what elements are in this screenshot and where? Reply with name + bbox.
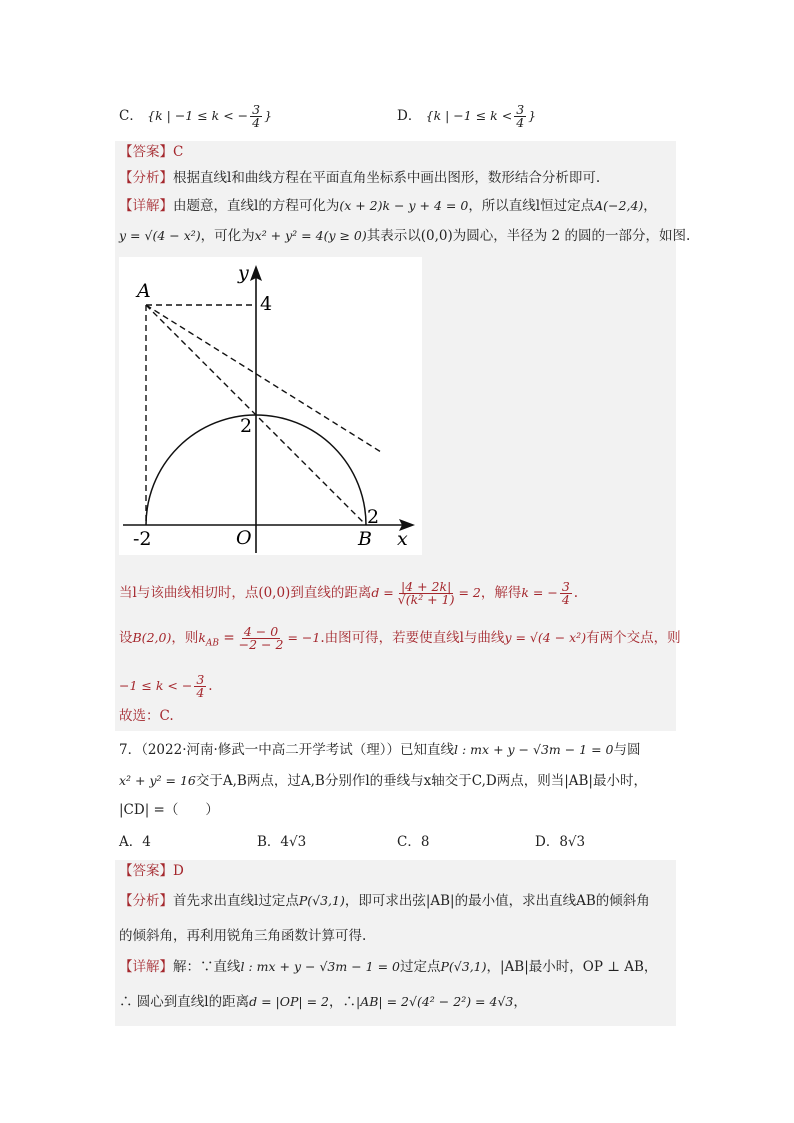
- q7-circle-equation: x² + y² = 16: [119, 773, 196, 788]
- option-c-tail: }: [264, 108, 273, 123]
- q7-option-d: D．8√3: [535, 834, 586, 850]
- q7-option-a: A．4: [119, 834, 151, 850]
- option-c-label: C．: [119, 108, 143, 124]
- detail-q6-line2: [119, 226, 690, 246]
- q7-stem-text: 与圆: [613, 742, 641, 758]
- option-d-frac: [514, 104, 526, 129]
- q7-stem-text: 7．（2022·河南·修武一中高二开学考试（理））已知直线: [119, 742, 455, 758]
- y-axis-label: y: [238, 262, 249, 284]
- frac-numerator: 4 − 0: [243, 624, 279, 639]
- conclusion-q6: 故选：C.: [119, 708, 174, 724]
- option-c: [119, 104, 272, 129]
- option-d-tail: }: [528, 108, 537, 123]
- analysis-q6: [119, 168, 600, 188]
- point-a-label: A: [137, 280, 151, 302]
- frac-numerator: 3: [196, 672, 205, 687]
- distance-equation: d = |OP| = 2: [249, 994, 329, 1009]
- range-fraction: [194, 674, 206, 699]
- detail-text: ，: [643, 198, 657, 214]
- distance-value: = 2: [458, 585, 481, 600]
- y-tick-4: 4: [260, 293, 273, 315]
- frac-numerator: 3: [252, 102, 261, 117]
- analysis-text: ，即可求出弦|AB|的最小值，求出直线AB的倾斜角: [344, 893, 650, 909]
- distance-symbol: d =: [371, 585, 394, 600]
- analysis-tag: 【分析】: [119, 893, 173, 909]
- analysis-tag: 【分析】: [119, 170, 173, 186]
- slope-line: 设B(2,0)，则$k_{AB}$ = $\frac{4 - 0}{-2 - 2}$ = −1.由图可得，若要使直线l与曲线y = √(4 − x²)有两个交点，则: [119, 624, 681, 652]
- distance-fraction: [396, 581, 457, 606]
- tangent-text: 当l与该曲线相切时，点(0,0)到直线的距离: [119, 585, 372, 601]
- q7-stem-line2: [119, 771, 647, 791]
- chord-equation: |AB| = 2√(4² − 2²) = 4√3: [356, 994, 514, 1009]
- detail-text: ，: [513, 994, 527, 1010]
- q7-stem-line1: [119, 740, 641, 760]
- slope-value: = −1: [287, 630, 321, 645]
- k-value: k = −: [521, 585, 558, 600]
- frac-denominator: 4: [561, 592, 570, 607]
- y-tick-2: 2: [240, 415, 253, 437]
- frac-numerator: 3: [516, 102, 525, 117]
- answer-q7: 【答案】D: [119, 863, 184, 879]
- answer-q6: 【答案】C: [119, 144, 184, 160]
- slope-text: 有两个交点，则: [586, 630, 681, 646]
- fixed-point: P(√3,1): [298, 893, 345, 908]
- option-c-math: {k | −1 ≤ k < −: [147, 108, 249, 123]
- option-d-label: D．: [397, 108, 422, 124]
- option-d: [397, 104, 536, 129]
- k-fraction: [560, 581, 572, 606]
- curve-equation: y = √(4 − x²): [504, 630, 587, 645]
- q7-option-c: C．8: [397, 834, 430, 850]
- q7-stem-line3: |CD| =（ ）: [119, 802, 219, 818]
- detail-q7-line2: [119, 992, 527, 1012]
- detail-equation: l : mx + y − √3m − 1 = 0: [240, 959, 400, 974]
- fixed-point: P(√3,1): [440, 959, 487, 974]
- circle-equation: x² + y² = 4(y ≥ 0): [254, 228, 367, 243]
- fixed-point: A(−2,4): [594, 198, 644, 213]
- q7-option-b: B．4√3: [257, 834, 307, 850]
- tangent-text: ，解得: [480, 585, 522, 601]
- frac-denominator: 4: [516, 115, 525, 130]
- frac-denominator: 4: [196, 685, 205, 700]
- detail-text: 由题意，直线l的方程可化为: [173, 198, 340, 214]
- detail-tag: 【详解】: [119, 959, 173, 975]
- detail-text: ，可化为: [200, 228, 255, 244]
- analysis-q7-line1: [119, 891, 650, 911]
- detail-text: ，|AB|最小时，OP ⊥ AB，: [486, 959, 658, 975]
- option-d-math: {k | −1 ≤ k <: [425, 108, 513, 123]
- detail-tag: 【详解】: [119, 198, 173, 214]
- detail-equation: (x + 2)k − y + 4 = 0: [339, 198, 469, 213]
- detail-q6-line1: [119, 196, 657, 216]
- detail-text: 解：∵直线: [173, 959, 241, 975]
- slope-text: ，则: [171, 630, 199, 646]
- detail-text: 过定点: [399, 959, 441, 975]
- slope-text: .由图可得，若要使直线l与曲线: [320, 630, 505, 646]
- analysis-text: 首先求出直线l过定点: [173, 893, 299, 909]
- geometry-figure: [119, 257, 422, 555]
- option-c-frac: [250, 104, 262, 129]
- slope-text: 设: [119, 630, 133, 646]
- point-b-label: B: [358, 528, 372, 550]
- slope-symbol: k: [198, 630, 206, 645]
- detail-text: ∴ 圆心到直线l的距离: [119, 994, 250, 1010]
- range-math: −1 ≤ k < −: [119, 678, 193, 693]
- slope-subscript: AB: [205, 638, 220, 649]
- x-tick-2: 2: [367, 506, 380, 528]
- tangent-line: 当l与该曲线相切时，点(0,0)到直线的距离d = $\frac{|4 + 2k|}{\text{√(k² + 1)}}$ = 2，解得k = − $\frac{3}{4}$ .: [119, 579, 579, 607]
- q7-line-equation: l : mx + y − √3m − 1 = 0: [454, 742, 614, 757]
- frac-numerator: 3: [561, 579, 570, 594]
- slope-fraction: [237, 626, 286, 651]
- x-axis-label: x: [397, 528, 408, 550]
- range-end: .: [208, 678, 213, 694]
- origin-label: O: [236, 527, 252, 549]
- analysis-text: 根据直线l和曲线方程在平面直角坐标系中画出图形，数形结合分析即可.: [173, 170, 601, 186]
- point-b: B(2,0): [132, 630, 172, 645]
- analysis-q7-line2: 的倾斜角，再利用锐角三角函数计算可得.: [119, 928, 367, 944]
- detail-text: ，∴: [329, 994, 356, 1010]
- curve-equation: y = √(4 − x²): [119, 228, 201, 243]
- detail-text: ，所以直线l恒过定点: [468, 198, 595, 214]
- frac-denominator: −2 − 2: [238, 637, 284, 652]
- range-line: [119, 670, 213, 702]
- frac-numerator: |4 + 2k|: [400, 579, 452, 594]
- q7-stem-text: 交于A,B两点，过A,B分别作l的垂线与x轴交于C,D两点，则当|AB|最小时，: [195, 773, 647, 789]
- detail-q7-line1: [119, 957, 657, 977]
- x-tick-neg2: -2: [133, 528, 152, 550]
- frac-denominator: 4: [252, 115, 261, 130]
- detail-text: 其表示以(0,0)为圆心，半径为 2 的圆的一部分，如图.: [366, 228, 691, 244]
- frac-denominator: √(k² + 1): [397, 592, 455, 607]
